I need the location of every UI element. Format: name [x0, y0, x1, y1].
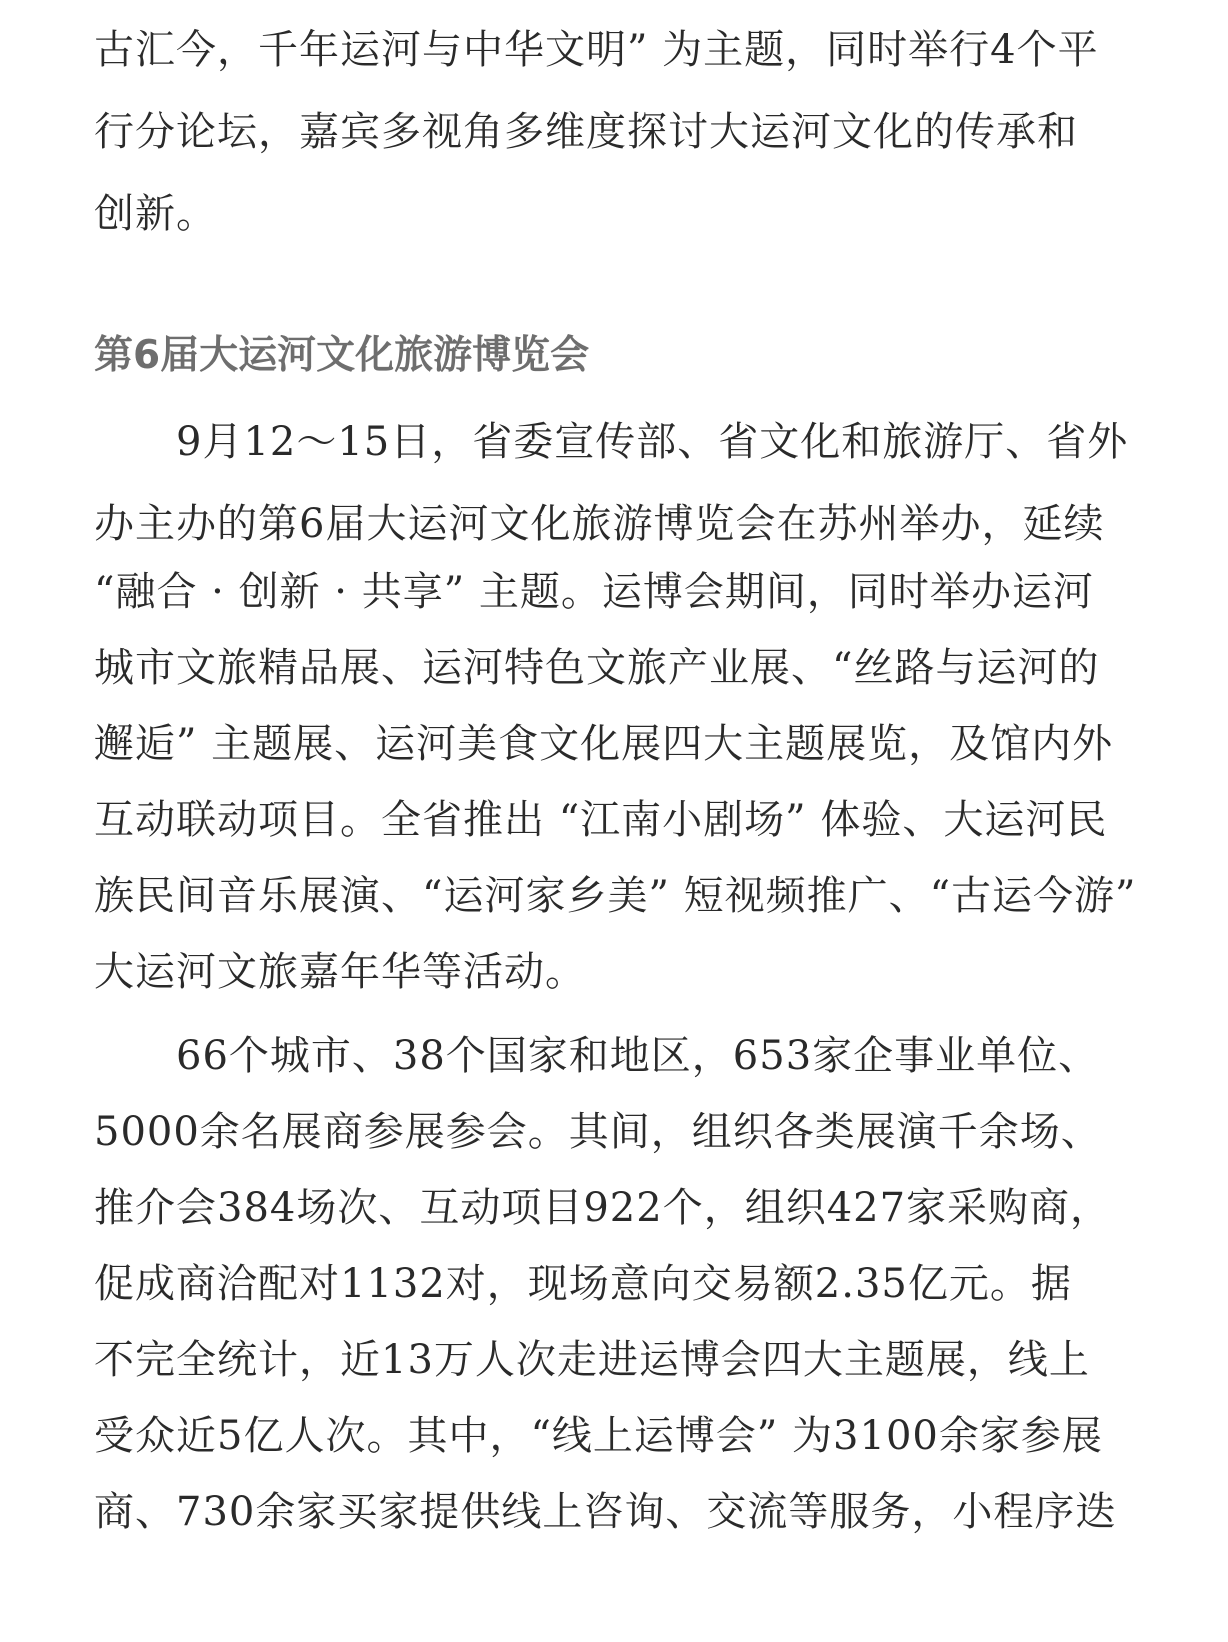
text-line: 行分论坛，嘉宾多视角多维度探讨大运河文化的传承和	[94, 109, 1078, 155]
text-line: 邂逅” 主题展、运河美食文化展四大主题展览，及馆内外	[94, 721, 1114, 767]
paragraph-first-line: 9月12～15日，省委宣传部、省文化和旅游厅、省外	[176, 419, 1129, 465]
text-line: 办主办的第6届大运河文化旅游博览会在苏州举办，延续	[94, 501, 1105, 547]
text-line: 不完全统计，近13万人次走进运博会四大主题展，线上	[94, 1337, 1090, 1383]
text-line: 古汇今，千年运河与中华文明” 为主题，同时举行4个平	[94, 27, 1099, 73]
text-line: 城市文旅精品展、运河特色文旅产业展、“丝路与运河的	[94, 645, 1100, 691]
text-line: 推介会384场次、互动项目922个，组织427家采购商，	[94, 1185, 1112, 1231]
text-line: 5000余名展商参展参会。其间，组织各类展演千余场、	[94, 1109, 1102, 1155]
section-heading: 第6届大运河文化旅游博览会	[94, 333, 590, 378]
text-line: 创新。	[94, 191, 217, 237]
text-line: 互动联动项目。全省推出 “江南小剧场” 体验、大运河民	[94, 797, 1108, 843]
paragraph-first-line: 66个城市、38个国家和地区，653家企事业单位、	[176, 1033, 1100, 1079]
text-line: 商、730余家买家提供线上咨询、交流等服务，小程序迭	[94, 1489, 1117, 1535]
text-line: 族民间音乐展演、“运河家乡美” 短视频推广、“古运今游”	[94, 873, 1137, 919]
text-line: 受众近5亿人次。其中，“线上运博会” 为3100余家参展	[94, 1413, 1103, 1459]
text-line: “融合 · 创新 · 共享” 主题。运博会期间，同时举办运河	[94, 569, 1094, 615]
text-line: 促成商洽配对1132对，现场意向交易额2.35亿元。据	[94, 1261, 1072, 1307]
text-line: 大运河文旅嘉年华等活动。	[94, 949, 586, 995]
